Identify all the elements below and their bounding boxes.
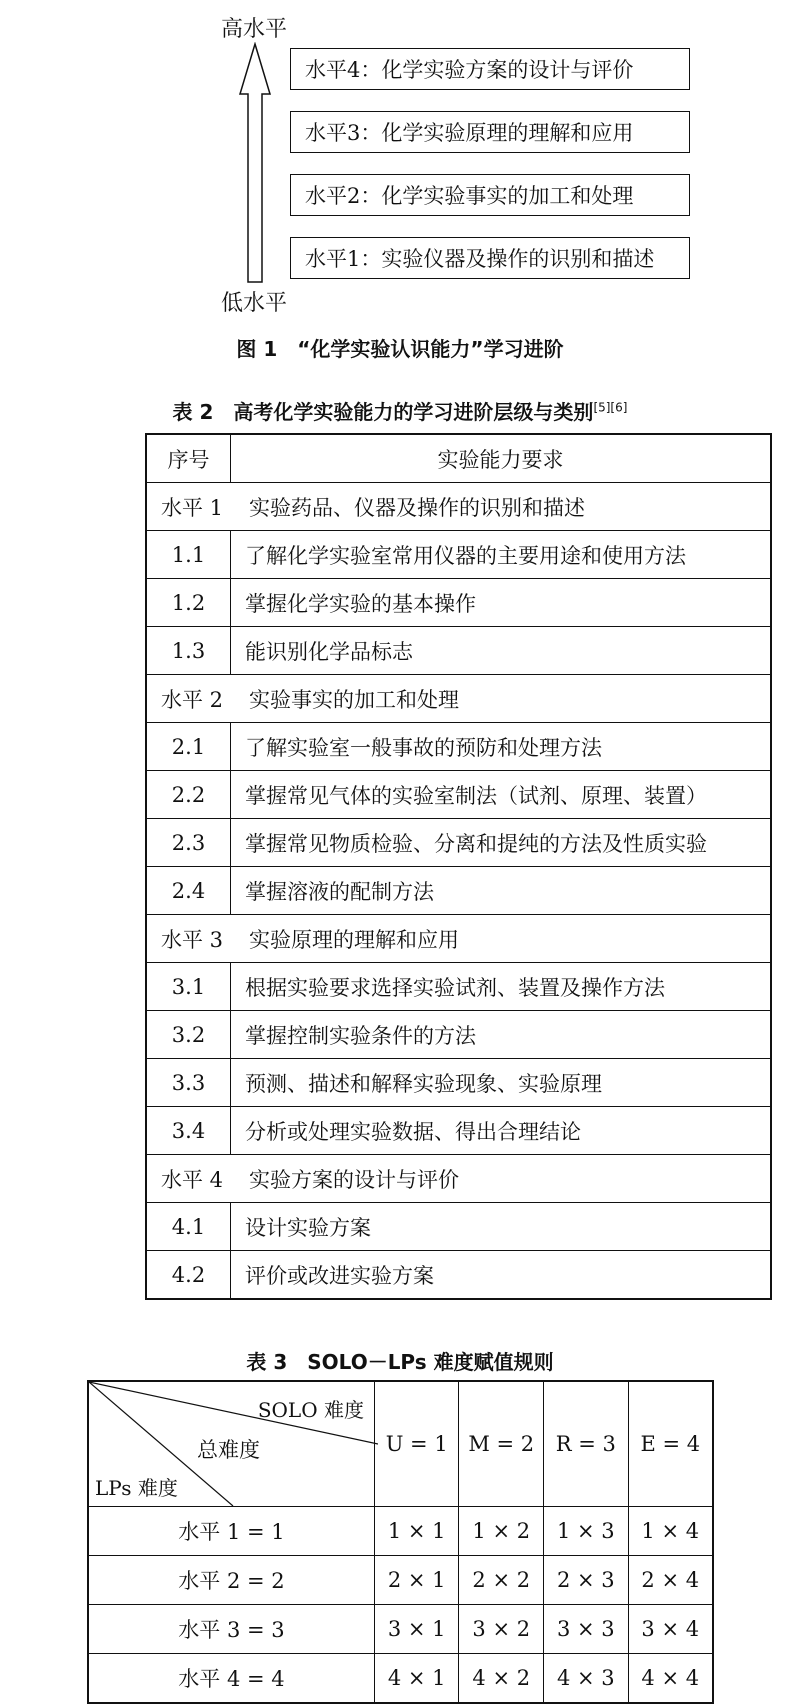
row-num: 4.2 bbox=[146, 1251, 231, 1300]
table-cell: 4 × 4 bbox=[628, 1654, 713, 1704]
row-text: 掌握常见物质检验、分离和提纯的方法及性质实验 bbox=[231, 819, 772, 867]
level-row bbox=[146, 675, 771, 723]
corner-total-label: 总难度 bbox=[197, 1438, 260, 1462]
column-header: E = 4 bbox=[628, 1381, 713, 1507]
level-text: 实验方案的设计与评价 bbox=[249, 1167, 460, 1192]
row-text: 了解化学实验室常用仪器的主要用途和使用方法 bbox=[231, 531, 772, 579]
low-level-label: 低水平 bbox=[221, 291, 288, 316]
row-label: 水平 2 = 2 bbox=[88, 1556, 374, 1605]
table-2-title-refs: [5][6] bbox=[593, 400, 628, 415]
column-header: R = 3 bbox=[544, 1381, 628, 1507]
table-row bbox=[146, 531, 771, 579]
row-num: 1.1 bbox=[146, 531, 231, 579]
table-cell: 3 × 2 bbox=[459, 1605, 544, 1654]
table-cell: 1 × 4 bbox=[628, 1507, 713, 1556]
table-row bbox=[146, 723, 771, 771]
column-header: U = 1 bbox=[374, 1381, 459, 1507]
level-4-box: 水平4：化学实验方案的设计与评价 bbox=[290, 48, 690, 90]
level-label: 水平 2 bbox=[161, 687, 224, 712]
table-row bbox=[146, 1251, 771, 1300]
table-row bbox=[146, 1011, 771, 1059]
row-label: 水平 3 = 3 bbox=[88, 1605, 374, 1654]
diagonal-header-cell bbox=[88, 1381, 374, 1507]
row-label: 水平 4 = 4 bbox=[88, 1654, 374, 1704]
row-text: 掌握溶液的配制方法 bbox=[231, 867, 772, 915]
level-row bbox=[146, 915, 771, 963]
level-label: 水平 4 bbox=[161, 1167, 224, 1192]
high-level-label: 高水平 bbox=[221, 17, 288, 42]
row-num: 3.1 bbox=[146, 963, 231, 1011]
table-row bbox=[88, 1605, 713, 1654]
level-2-box: 水平2：化学实验事实的加工和处理 bbox=[290, 174, 690, 216]
row-text: 能识别化学品标志 bbox=[231, 627, 772, 675]
table-cell: 2 × 4 bbox=[628, 1556, 713, 1605]
corner-solo-label: SOLO 难度 bbox=[257, 1398, 364, 1422]
row-text: 掌握控制实验条件的方法 bbox=[231, 1011, 772, 1059]
row-text: 评价或改进实验方案 bbox=[231, 1251, 772, 1300]
table-row bbox=[146, 627, 771, 675]
table-cell: 4 × 2 bbox=[459, 1654, 544, 1704]
figure-1-caption: 图 1 “化学实验认识能力”学习进阶 bbox=[236, 337, 564, 361]
table-row bbox=[146, 1203, 771, 1251]
table-row bbox=[146, 579, 771, 627]
table-cell: 2 × 2 bbox=[459, 1556, 544, 1605]
table-row bbox=[88, 1556, 713, 1605]
row-num: 3.4 bbox=[146, 1107, 231, 1155]
row-num: 2.1 bbox=[146, 723, 231, 771]
table-2-title-text: 表 2 高考化学实验能力的学习进阶层级与类别 bbox=[172, 400, 594, 424]
row-text: 了解实验室一般事故的预防和处理方法 bbox=[231, 723, 772, 771]
table-row bbox=[146, 867, 771, 915]
up-arrow-icon bbox=[238, 42, 272, 284]
row-num: 2.3 bbox=[146, 819, 231, 867]
header-requirement: 实验能力要求 bbox=[231, 434, 772, 483]
row-num: 3.2 bbox=[146, 1011, 231, 1059]
table-row bbox=[146, 1107, 771, 1155]
table-cell: 1 × 3 bbox=[544, 1507, 628, 1556]
table-2 bbox=[145, 433, 772, 1300]
table-row bbox=[146, 963, 771, 1011]
table-3 bbox=[87, 1380, 714, 1704]
table-row bbox=[146, 1059, 771, 1107]
level-text: 实验事实的加工和处理 bbox=[249, 687, 460, 712]
table-row bbox=[88, 1507, 713, 1556]
table-cell: 4 × 3 bbox=[544, 1654, 628, 1704]
row-label: 水平 1 = 1 bbox=[88, 1507, 374, 1556]
table-cell: 1 × 1 bbox=[374, 1507, 459, 1556]
row-text: 根据实验要求选择实验试剂、装置及操作方法 bbox=[231, 963, 772, 1011]
row-num: 4.1 bbox=[146, 1203, 231, 1251]
table-cell: 1 × 2 bbox=[459, 1507, 544, 1556]
table-cell: 3 × 1 bbox=[374, 1605, 459, 1654]
table-cell: 2 × 1 bbox=[374, 1556, 459, 1605]
table-3-title: 表 3 SOLO－LPs 难度赋值规则 bbox=[246, 1350, 554, 1374]
corner-lps-label: LPs 难度 bbox=[95, 1476, 178, 1500]
table-row bbox=[88, 1654, 713, 1704]
table-2-title bbox=[0, 396, 800, 425]
table-row bbox=[146, 771, 771, 819]
level-row bbox=[146, 1155, 771, 1203]
level-label: 水平 1 bbox=[161, 495, 224, 520]
row-num: 2.4 bbox=[146, 867, 231, 915]
row-num: 3.3 bbox=[146, 1059, 231, 1107]
level-1-box: 水平1：实验仪器及操作的识别和描述 bbox=[290, 237, 690, 279]
table-header-row bbox=[88, 1381, 713, 1507]
row-text: 掌握常见气体的实验室制法（试剂、原理、装置） bbox=[231, 771, 772, 819]
level-row bbox=[146, 483, 771, 531]
level-label: 水平 3 bbox=[161, 927, 224, 952]
table-cell: 3 × 4 bbox=[628, 1605, 713, 1654]
table-cell: 3 × 3 bbox=[544, 1605, 628, 1654]
row-num: 1.3 bbox=[146, 627, 231, 675]
header-serial: 序号 bbox=[146, 434, 231, 483]
column-header: M = 2 bbox=[459, 1381, 544, 1507]
level-3-box: 水平3：化学实验原理的理解和应用 bbox=[290, 111, 690, 153]
table-row bbox=[146, 819, 771, 867]
table-cell: 2 × 3 bbox=[544, 1556, 628, 1605]
level-text: 实验原理的理解和应用 bbox=[249, 927, 460, 952]
table-header-row bbox=[146, 434, 771, 483]
row-num: 1.2 bbox=[146, 579, 231, 627]
row-text: 预测、描述和解释实验现象、实验原理 bbox=[231, 1059, 772, 1107]
table-cell: 4 × 1 bbox=[374, 1654, 459, 1704]
row-text: 掌握化学实验的基本操作 bbox=[231, 579, 772, 627]
row-text: 设计实验方案 bbox=[231, 1203, 772, 1251]
row-text: 分析或处理实验数据、得出合理结论 bbox=[231, 1107, 772, 1155]
level-text: 实验药品、仪器及操作的识别和描述 bbox=[249, 495, 586, 520]
row-num: 2.2 bbox=[146, 771, 231, 819]
